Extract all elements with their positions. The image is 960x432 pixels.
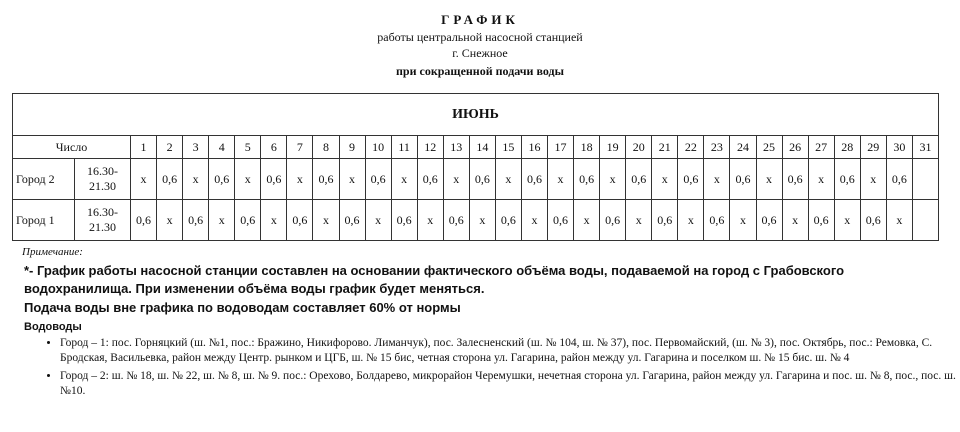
schedule-cell: 0,6 [782, 159, 808, 200]
day-number: 24 [730, 136, 756, 159]
day-label: Число [13, 136, 131, 159]
schedule-cell: х [548, 159, 574, 200]
days-row [13, 136, 939, 159]
schedule-cell: х [261, 200, 287, 241]
schedule-cell: 0,6 [495, 200, 521, 241]
schedule-cell: 0,6 [339, 200, 365, 241]
day-number: 20 [626, 136, 652, 159]
day-number: 1 [131, 136, 157, 159]
day-number: 11 [391, 136, 417, 159]
day-number: 9 [339, 136, 365, 159]
schedule-cell: 0,6 [417, 159, 443, 200]
schedule-cell: 0,6 [860, 200, 886, 241]
day-number: 17 [548, 136, 574, 159]
schedule-cell: х [808, 159, 834, 200]
schedule-cell: х [626, 200, 652, 241]
schedule-cell: 0,6 [808, 200, 834, 241]
schedule-cell: х [782, 200, 808, 241]
day-number: 19 [600, 136, 626, 159]
schedule-cell: х [495, 159, 521, 200]
schedule-cell: 0,6 [730, 159, 756, 200]
table-row [13, 200, 939, 241]
day-number: 28 [834, 136, 860, 159]
schedule-cell: х [183, 159, 209, 200]
schedule-cell: 0,6 [704, 200, 730, 241]
document-title: ГРАФИК [441, 12, 519, 27]
schedule-cell: х [600, 159, 626, 200]
city-name: Город 2 [13, 159, 75, 200]
table-row [13, 159, 939, 200]
day-number: 29 [860, 136, 886, 159]
schedule-cell: х [339, 159, 365, 200]
schedule-cell: х [678, 200, 704, 241]
schedule-cell: 0,6 [183, 200, 209, 241]
schedule-table [12, 93, 939, 241]
day-number: 27 [808, 136, 834, 159]
schedule-cell: 0,6 [235, 200, 261, 241]
day-number: 15 [495, 136, 521, 159]
time-line: 16.30- [87, 164, 118, 178]
schedule-cell [912, 200, 938, 241]
day-number: 21 [652, 136, 678, 159]
schedule-cell: 0,6 [652, 200, 678, 241]
schedule-cell: 0,6 [678, 159, 704, 200]
section-title: Водоводы [24, 321, 82, 333]
schedule-cell: 0,6 [443, 200, 469, 241]
note-label: Примечание: [22, 246, 83, 258]
day-number: 8 [313, 136, 339, 159]
schedule-cell: 0,6 [391, 200, 417, 241]
day-number: 18 [574, 136, 600, 159]
schedule-cell: 0,6 [834, 159, 860, 200]
schedule-cell: х [704, 159, 730, 200]
day-number: 5 [235, 136, 261, 159]
schedule-cell: 0,6 [548, 200, 574, 241]
day-number: 6 [261, 136, 287, 159]
schedule-cell: х [886, 200, 912, 241]
day-number: 30 [886, 136, 912, 159]
day-number: 14 [469, 136, 495, 159]
schedule-cell: х [756, 159, 782, 200]
schedule-cell: 0,6 [574, 159, 600, 200]
day-number: 10 [365, 136, 391, 159]
schedule-cell: 0,6 [287, 200, 313, 241]
day-number: 23 [704, 136, 730, 159]
document-city: г. Снежное [452, 46, 508, 60]
day-number: 31 [912, 136, 938, 159]
day-number: 12 [417, 136, 443, 159]
month-header: ИЮНЬ [13, 94, 939, 136]
time-range [75, 200, 131, 241]
schedule-cell: 0,6 [626, 159, 652, 200]
schedule-cell: 0,6 [521, 159, 547, 200]
time-range [75, 159, 131, 200]
schedule-cell: х [235, 159, 261, 200]
schedule-cell: х [730, 200, 756, 241]
note-supply-rate: Подача воды вне графика по водоводам составляет 60% от нормы [24, 300, 461, 315]
schedule-cell: х [131, 159, 157, 200]
day-number: 26 [782, 136, 808, 159]
note-bold-text: *- График работы насосной станции составлен на основании фактического объёма воды, подаваемой на город с Грабовского водохранилища. При изменении объёма воды график будет меняться. [24, 263, 845, 296]
day-number: 2 [157, 136, 183, 159]
schedule-cell: х [652, 159, 678, 200]
schedule-cell [912, 159, 938, 200]
day-number: 3 [183, 136, 209, 159]
schedule-cell: х [157, 200, 183, 241]
schedule-cell: 0,6 [261, 159, 287, 200]
time-line: 21.30 [89, 179, 116, 193]
schedule-cell: 0,6 [209, 159, 235, 200]
schedule-cell: х [209, 200, 235, 241]
schedule-cell: х [365, 200, 391, 241]
list-item: • Город – 2: ш. № 18, ш. № 22, ш. № 8, ш. № 9. пос.: Орехово, Болдарево, микрорайон Черемушки, нечетная сторона ул. Гагарина, район между ул. Гагарина и пос. ш. № 8, пос., пос. ш. №10. [60, 369, 960, 399]
time-line: 21.30 [89, 220, 116, 234]
schedule-cell: 0,6 [469, 159, 495, 200]
day-number: 22 [678, 136, 704, 159]
schedule-cell: х [469, 200, 495, 241]
document-subtitle: работы центральной насосной станцией [377, 30, 583, 44]
day-number: 25 [756, 136, 782, 159]
schedule-cell: х [391, 159, 417, 200]
schedule-cell: х [313, 200, 339, 241]
schedule-cell: 0,6 [756, 200, 782, 241]
schedule-cell: 0,6 [131, 200, 157, 241]
schedule-cell: х [443, 159, 469, 200]
schedule-cell: х [287, 159, 313, 200]
schedule-cell: 0,6 [157, 159, 183, 200]
document-condition: при сокращенной подачи воды [396, 64, 564, 78]
schedule-cell: х [574, 200, 600, 241]
schedule-cell: х [521, 200, 547, 241]
city-name: Город 1 [13, 200, 75, 241]
pipeline-list [46, 336, 960, 402]
day-number: 13 [443, 136, 469, 159]
day-number: 4 [209, 136, 235, 159]
schedule-cell: х [860, 159, 886, 200]
day-number: 7 [287, 136, 313, 159]
schedule-cell: х [834, 200, 860, 241]
list-item: • Город – 1: пос. Горняцкий (ш. №1, пос.: Бражино, Никифорово. Лиманчук), пос. Залесненский (ш. № 104, ш. № 37), пос. Первомайский, (ш. № 3), пос. Октябрь, пос.: Ремовка, С. Бродская, Васильевка, район между Центр. рынком и ЦГБ, ш. № 15 бис, четная сторона ул. Гагарина, район между ул. Гагарина и поселком ш. № 15 бис. ш. № 4 [60, 336, 960, 366]
schedule-cell: 0,6 [313, 159, 339, 200]
schedule-cell: 0,6 [886, 159, 912, 200]
schedule-cell: х [417, 200, 443, 241]
schedule-cell: 0,6 [600, 200, 626, 241]
schedule-cell: 0,6 [365, 159, 391, 200]
time-line: 16.30- [87, 205, 118, 219]
day-number: 16 [521, 136, 547, 159]
